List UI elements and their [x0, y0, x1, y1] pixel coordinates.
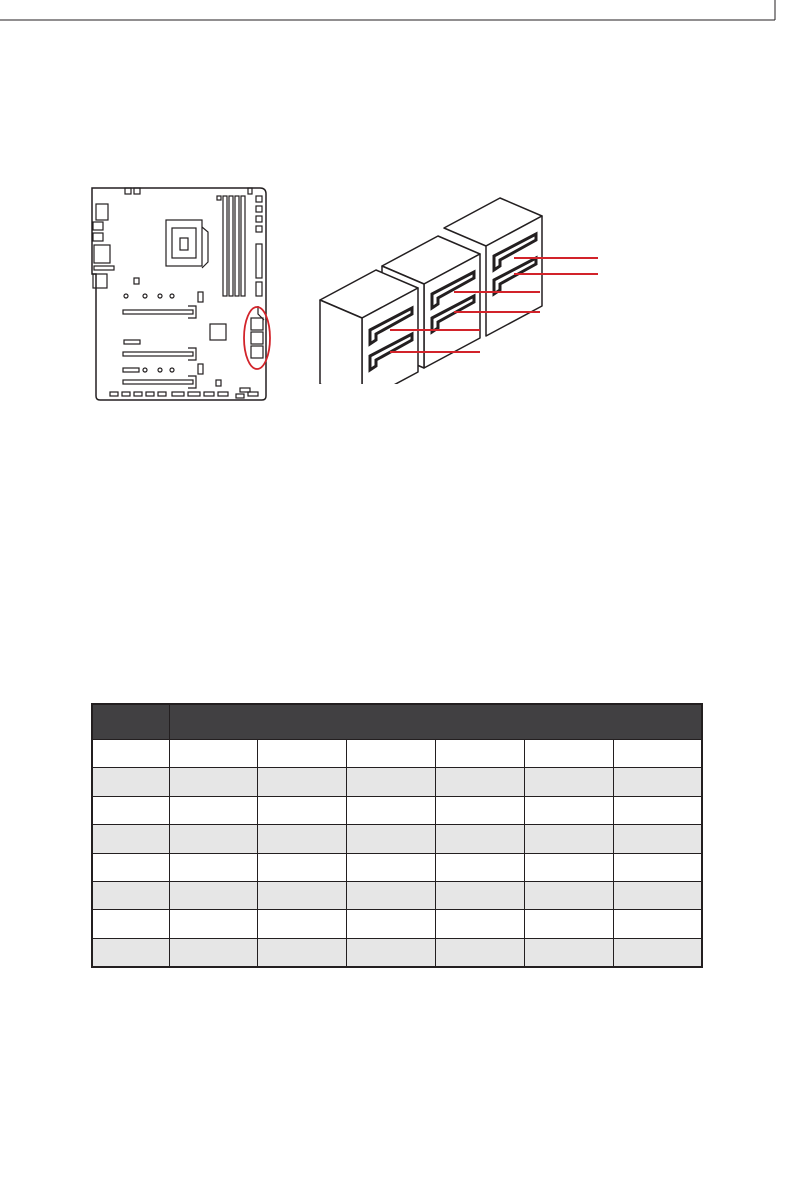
table-header-cell: [92, 704, 169, 740]
sata-combination-table: [91, 703, 703, 968]
table-cell: [169, 768, 258, 796]
table-row: [92, 740, 702, 768]
table-cell: [92, 796, 169, 824]
table-cell: [613, 768, 702, 796]
table-cell: [169, 740, 258, 768]
table-cell: [258, 938, 347, 967]
table-cell: [169, 910, 258, 938]
table-cell: [169, 938, 258, 967]
table-cell: [613, 881, 702, 909]
table-row: [92, 910, 702, 938]
table-cell: [258, 768, 347, 796]
table-cell: [92, 825, 169, 853]
table-cell: [258, 910, 347, 938]
table-cell: [524, 853, 613, 881]
table-cell: [347, 825, 436, 853]
header-rule: [0, 0, 794, 30]
table-cell: [613, 740, 702, 768]
table-cell: [347, 796, 436, 824]
table-row: [92, 768, 702, 796]
table-cell: [435, 910, 524, 938]
table-cell: [435, 938, 524, 967]
table-cell: [524, 768, 613, 796]
table-cell: [258, 881, 347, 909]
table-row: [92, 938, 702, 967]
table-row: [92, 853, 702, 881]
table-cell: [435, 768, 524, 796]
table-cell: [92, 938, 169, 967]
table-cell: [347, 768, 436, 796]
table-header-row: [92, 704, 702, 740]
table-cell: [435, 825, 524, 853]
table-row: [92, 825, 702, 853]
table-row: [92, 881, 702, 909]
table-cell: [435, 796, 524, 824]
table-cell: [613, 910, 702, 938]
motherboard-outline-icon: [88, 182, 272, 404]
table-cell: [258, 853, 347, 881]
table-cell: [524, 796, 613, 824]
table-cell: [613, 938, 702, 967]
table-cell: [169, 796, 258, 824]
table-cell: [258, 740, 347, 768]
table-cell: [169, 881, 258, 909]
table-cell: [347, 853, 436, 881]
table-cell: [524, 910, 613, 938]
table-cell: [92, 881, 169, 909]
table-cell: [347, 910, 436, 938]
table-header-cell: [169, 704, 702, 740]
table-cell: [169, 853, 258, 881]
table-cell: [613, 796, 702, 824]
table-cell: [524, 881, 613, 909]
table-cell: [347, 938, 436, 967]
table-cell: [92, 853, 169, 881]
table-cell: [524, 825, 613, 853]
table-cell: [347, 740, 436, 768]
table-cell: [347, 881, 436, 909]
table-cell: [524, 740, 613, 768]
table-cell: [435, 881, 524, 909]
table-cell: [92, 768, 169, 796]
table-cell: [613, 825, 702, 853]
table-cell: [92, 910, 169, 938]
table-cell: [258, 796, 347, 824]
table-cell: [613, 853, 702, 881]
table-cell: [435, 740, 524, 768]
table-cell: [92, 740, 169, 768]
sata-connector-stack-icon: [318, 194, 608, 384]
table-row: [92, 796, 702, 824]
table-cell: [435, 853, 524, 881]
table-cell: [258, 825, 347, 853]
table-cell: [524, 938, 613, 967]
table-cell: [169, 825, 258, 853]
